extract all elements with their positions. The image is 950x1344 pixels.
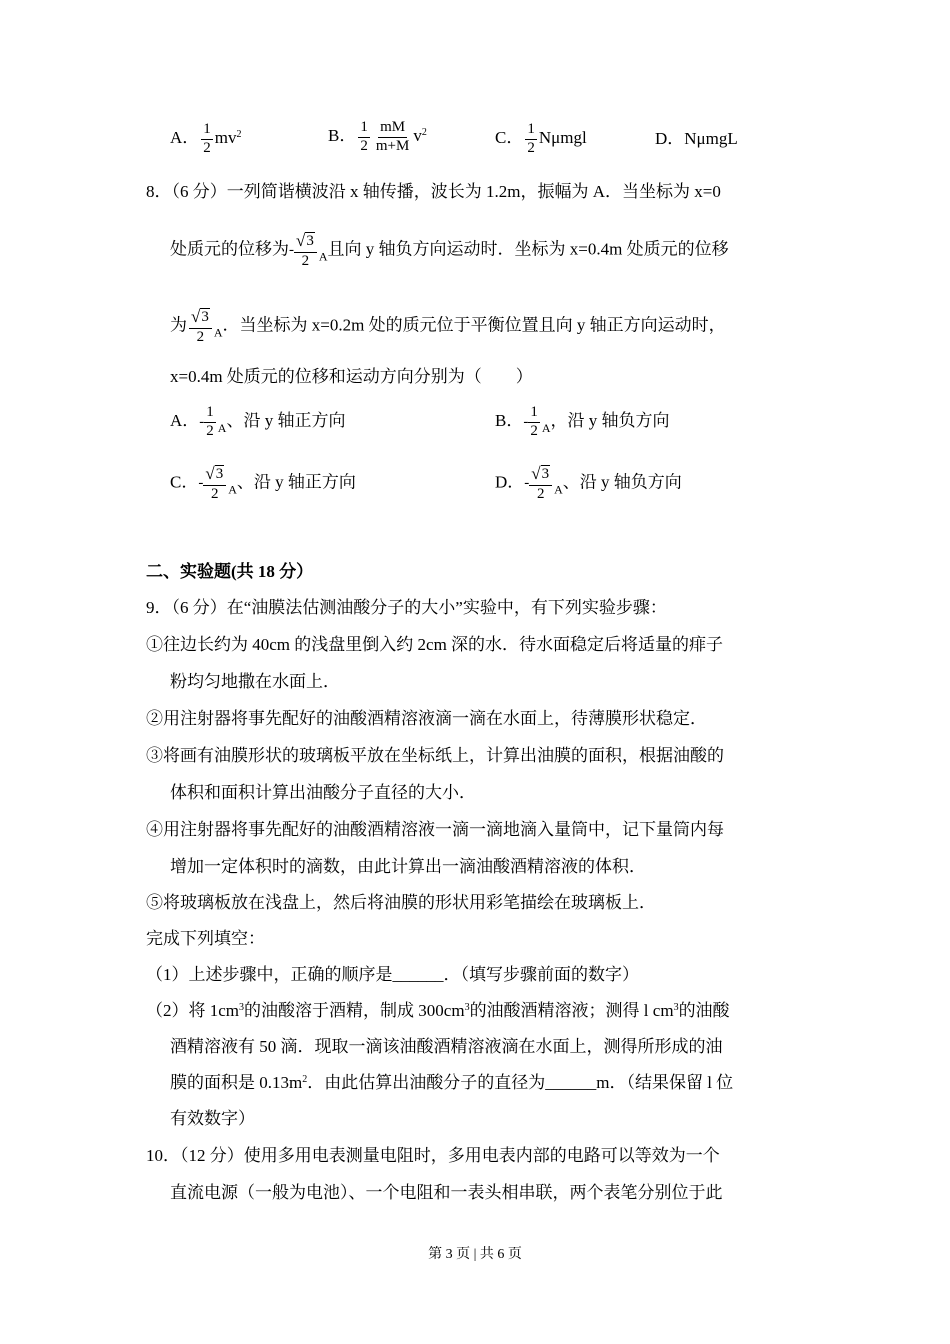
- q9-part-2d: 有效数字）: [170, 1109, 255, 1128]
- q9-step-5: ⑤将玻璃板放在浅盘上，然后将油膜的形状用彩笔描绘在玻璃板上．: [146, 893, 656, 912]
- q7-option-c: C． $\frac{1}{2}$ Nμmgl: [495, 121, 587, 156]
- q9-step-3a: ③将画有油膜形状的玻璃板平放在坐标纸上，计算出油膜的面积，根据油酸的: [146, 746, 724, 765]
- q7-option-a: A． $\frac{1}{2}$ $mv^2$: [170, 121, 242, 156]
- q7-option-d: D．NμmgL: [655, 129, 738, 148]
- q9-fill-heading: 完成下列填空：: [146, 929, 265, 948]
- fraction-sqrt3-over-2: √ 3 2: [294, 232, 317, 270]
- q8-option-d: D．- √ 3 2 $_A$、沿 y 轴负方向: [495, 464, 682, 502]
- fraction-sqrt3-over-2: √ 3 2: [203, 465, 226, 503]
- q8-option-c: C．- √ 3 2 $_A$、沿 y 轴正方向: [170, 464, 356, 502]
- q9-part-2c: 膜的面积是 $0.13m^2$．由此估算出油酸分子的直径为______m．（结果保留 l 位: [170, 1073, 734, 1092]
- q10-line-1: 10．（12 分）使用多用电表测量电阻时，多用电表内部的电路可以等效为一个: [146, 1146, 720, 1165]
- fraction: $\frac{1}{2}$: [360, 119, 368, 154]
- section-heading: 二、实验题(共 18 分）: [146, 562, 314, 581]
- fraction-sqrt3-over-2: √ 3 2: [529, 465, 552, 503]
- q10-line-2: 直流电源（一般为电池）、一个电阻和一表头相串联，两个表笔分别位于此: [170, 1183, 723, 1202]
- option-label: B．: [328, 126, 357, 146]
- fraction: $\frac{1}{2}$: [206, 404, 214, 439]
- option-label: D．: [655, 129, 685, 148]
- q8-line-1: 8．（6 分）一列简谐横波沿 x 轴传播，波长为 1.2m，振幅为 A．当坐标为 x=0: [146, 182, 721, 201]
- q8-line-2: 处质元的位移为- √ 3 2 $_A$且向 y 轴负方向运动时．坐标为 x=0.4m 处质元的位移: [170, 231, 729, 269]
- q8-line-3: 为 √ 3 2 $_A$．当坐标为 x=0.2m 处的质元位于平衡位置且向 y 轴正方向运动时，: [170, 307, 726, 345]
- q9-part-2a: （2）将 $1cm^3$的油酸溶于酒精，制成 $300cm^3$的油酸酒精溶液；测得 l $cm^3$的油酸: [146, 1001, 730, 1020]
- q9-step-4b: 增加一定体积时的滴数，由此计算出一滴油酸酒精溶液的体积．: [170, 857, 646, 876]
- q8-line-4: x=0.4m 处质元的位移和运动方向分别为（ ）: [170, 367, 533, 386]
- q9-step-1a: ①往边长约为 40cm 的浅盘里倒入约 2cm 深的水．待水面稳定后将适量的痱子: [146, 635, 724, 654]
- fraction: $\frac{mM}{m+M}$: [375, 119, 410, 154]
- q9-step-4a: ④用注射器将事先配好的油酸酒精溶液一滴一滴地滴入量筒中，记下量筒内每: [146, 820, 724, 839]
- q8-option-a: A．- $\frac{1}{2}$ $_A$、沿 y 轴正方向: [170, 404, 346, 439]
- fraction: $\frac{1}{2}$: [527, 121, 535, 156]
- q9-step-2: ②用注射器将事先配好的油酸酒精溶液滴一滴在水面上，待薄膜形状稳定．: [146, 709, 707, 728]
- q7-option-b: B． $\frac{1}{2}$ $\frac{mM}{m+M}$ $v^2$: [328, 119, 427, 154]
- q8-option-b: B．- $\frac{1}{2}$ $_A$，沿 y 轴负方向: [495, 404, 670, 439]
- page-footer: 第 3 页 | 共 6 页: [428, 1247, 522, 1262]
- q9-step-1b: 粉均匀地撒在水面上．: [170, 672, 340, 691]
- option-label: A．: [170, 128, 200, 148]
- fraction-sqrt3-over-2: √ 3 2: [189, 308, 212, 346]
- q9-part-2b: 酒精溶液有 50 滴．现取一滴该油酸酒精溶液滴在水面上，测得所形成的油: [170, 1037, 723, 1056]
- option-label: C．: [495, 128, 524, 148]
- q9-intro: 9．（6 分）在“油膜法估测油酸分子的大小”实验中，有下列实验步骤：: [146, 598, 667, 617]
- fraction: $\frac{1}{2}$: [530, 404, 538, 439]
- fraction: $\frac{1}{2}$: [203, 121, 211, 156]
- q9-step-3b: 体积和面积计算出油酸分子直径的大小．: [170, 783, 476, 802]
- q9-part-1: （1）上述步骤中，正确的顺序是______．（填写步骤前面的数字）: [146, 965, 639, 984]
